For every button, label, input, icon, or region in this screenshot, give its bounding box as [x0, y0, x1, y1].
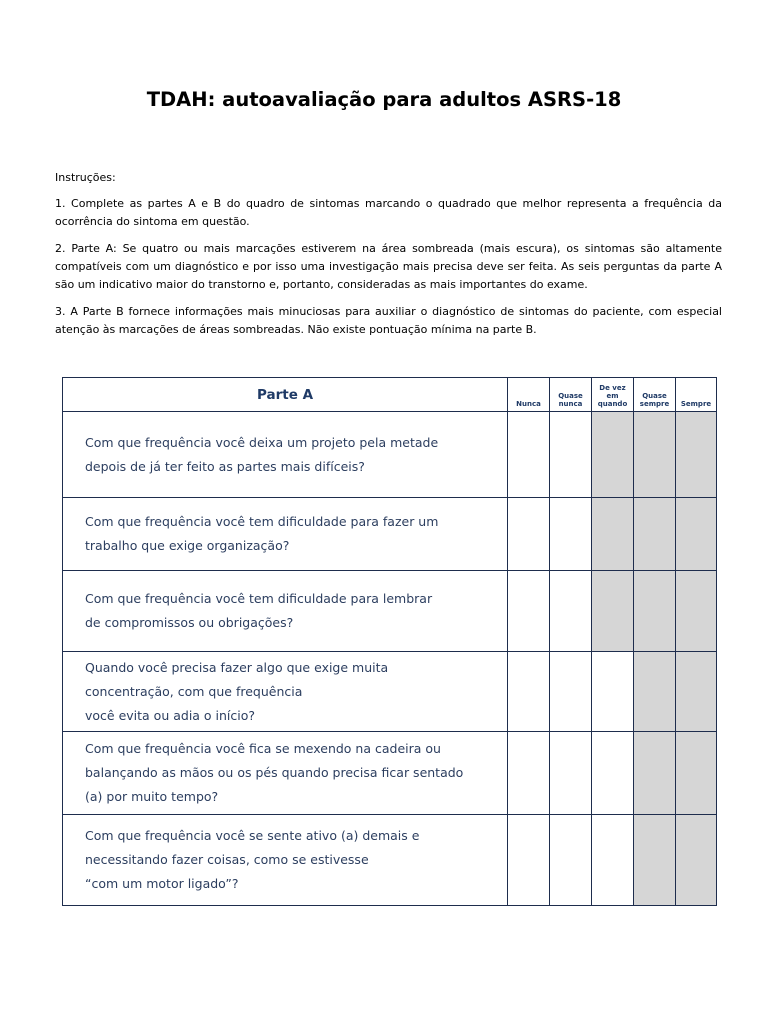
answer-checkbox[interactable]	[634, 732, 676, 815]
question-1: Com que frequência você deixa um projeto pela metade depois de já ter feito as partes mais difíceis?	[63, 412, 508, 498]
answer-checkbox[interactable]	[676, 498, 717, 571]
column-header-nunca: Nunca	[508, 378, 550, 412]
answer-checkbox[interactable]	[676, 412, 717, 498]
table-row	[63, 412, 717, 498]
answer-checkbox[interactable]	[634, 498, 676, 571]
instruction-2	[55, 240, 722, 294]
column-header-de-vez-em-quando: De vez em quando	[592, 378, 634, 412]
answer-checkbox[interactable]	[592, 732, 634, 815]
answer-checkbox[interactable]	[592, 815, 634, 906]
answer-checkbox[interactable]	[550, 571, 592, 652]
answer-checkbox[interactable]	[634, 571, 676, 652]
answer-checkbox[interactable]	[676, 652, 717, 732]
answer-checkbox[interactable]	[508, 652, 550, 732]
instruction-3	[55, 303, 722, 339]
table-row	[63, 815, 717, 906]
answer-checkbox[interactable]	[634, 412, 676, 498]
instruction-1	[55, 195, 722, 231]
answer-checkbox[interactable]	[634, 652, 676, 732]
answer-checkbox[interactable]	[592, 652, 634, 732]
instructions-heading: Instruções:	[55, 171, 116, 184]
answer-checkbox[interactable]	[550, 652, 592, 732]
answer-checkbox[interactable]	[550, 412, 592, 498]
question-5: Com que frequência você fica se mexendo na cadeira ou balançando as mãos ou os pés quando precisa ficar sentado (a) por muito tempo?	[63, 732, 508, 815]
table-row	[63, 652, 717, 732]
answer-checkbox[interactable]	[508, 412, 550, 498]
question-6: Com que frequência você se sente ativo (a) demais e necessitando fazer coisas, como se estivesse “com um motor ligado”?	[63, 815, 508, 906]
column-header-quase-nunca: Quase nunca	[550, 378, 592, 412]
table-row	[63, 732, 717, 815]
table-row	[63, 498, 717, 571]
instruction-1-text: 1. Complete as partes A e B do quadro de sintomas marcando o quadrado que melhor representa a frequência da ocorrência do sintoma em questão.	[55, 197, 722, 228]
answer-checkbox[interactable]	[592, 412, 634, 498]
instruction-3-text: 3. A Parte B fornece informações mais minuciosas para auxiliar o diagnóstico de sintomas do paciente, com especial atenção às marcações de áreas sombreadas. Não existe pontuação mínima na parte B.	[55, 305, 722, 336]
asrs-table	[62, 377, 717, 906]
answer-checkbox[interactable]	[676, 815, 717, 906]
answer-checkbox[interactable]	[550, 732, 592, 815]
table-row	[63, 571, 717, 652]
answer-checkbox[interactable]	[508, 815, 550, 906]
question-3: Com que frequência você tem dificuldade para lembrar de compromissos ou obrigações?	[63, 571, 508, 652]
table-header-row	[63, 378, 717, 412]
answer-checkbox[interactable]	[592, 498, 634, 571]
answer-checkbox[interactable]	[508, 732, 550, 815]
answer-checkbox[interactable]	[634, 815, 676, 906]
answer-checkbox[interactable]	[676, 571, 717, 652]
column-header-quase-sempre: Quase sempre	[634, 378, 676, 412]
question-2: Com que frequência você tem dificuldade para fazer um trabalho que exige organização?	[63, 498, 508, 571]
answer-checkbox[interactable]	[676, 732, 717, 815]
answer-checkbox[interactable]	[508, 498, 550, 571]
answer-checkbox[interactable]	[550, 498, 592, 571]
instruction-2-text: 2. Parte A: Se quatro ou mais marcações estiverem na área sombreada (mais escura), os sintomas são altamente compatíveis com um diagnóstico e por isso uma investigação mais precisa deve ser feita. As seis perguntas da parte A são um indicativo maior do transtorno e, portanto, consideradas as mais importantes do exame.	[55, 242, 722, 291]
page-title: TDAH: autoavaliação para adultos ASRS-18	[146, 88, 622, 111]
section-title: Parte A	[63, 378, 508, 412]
column-header-sempre: Sempre	[676, 378, 717, 412]
answer-checkbox[interactable]	[508, 571, 550, 652]
answer-checkbox[interactable]	[550, 815, 592, 906]
answer-checkbox[interactable]	[592, 571, 634, 652]
question-4: Quando você precisa fazer algo que exige muita concentração, com que frequência você evita ou adia o início?	[63, 652, 508, 732]
